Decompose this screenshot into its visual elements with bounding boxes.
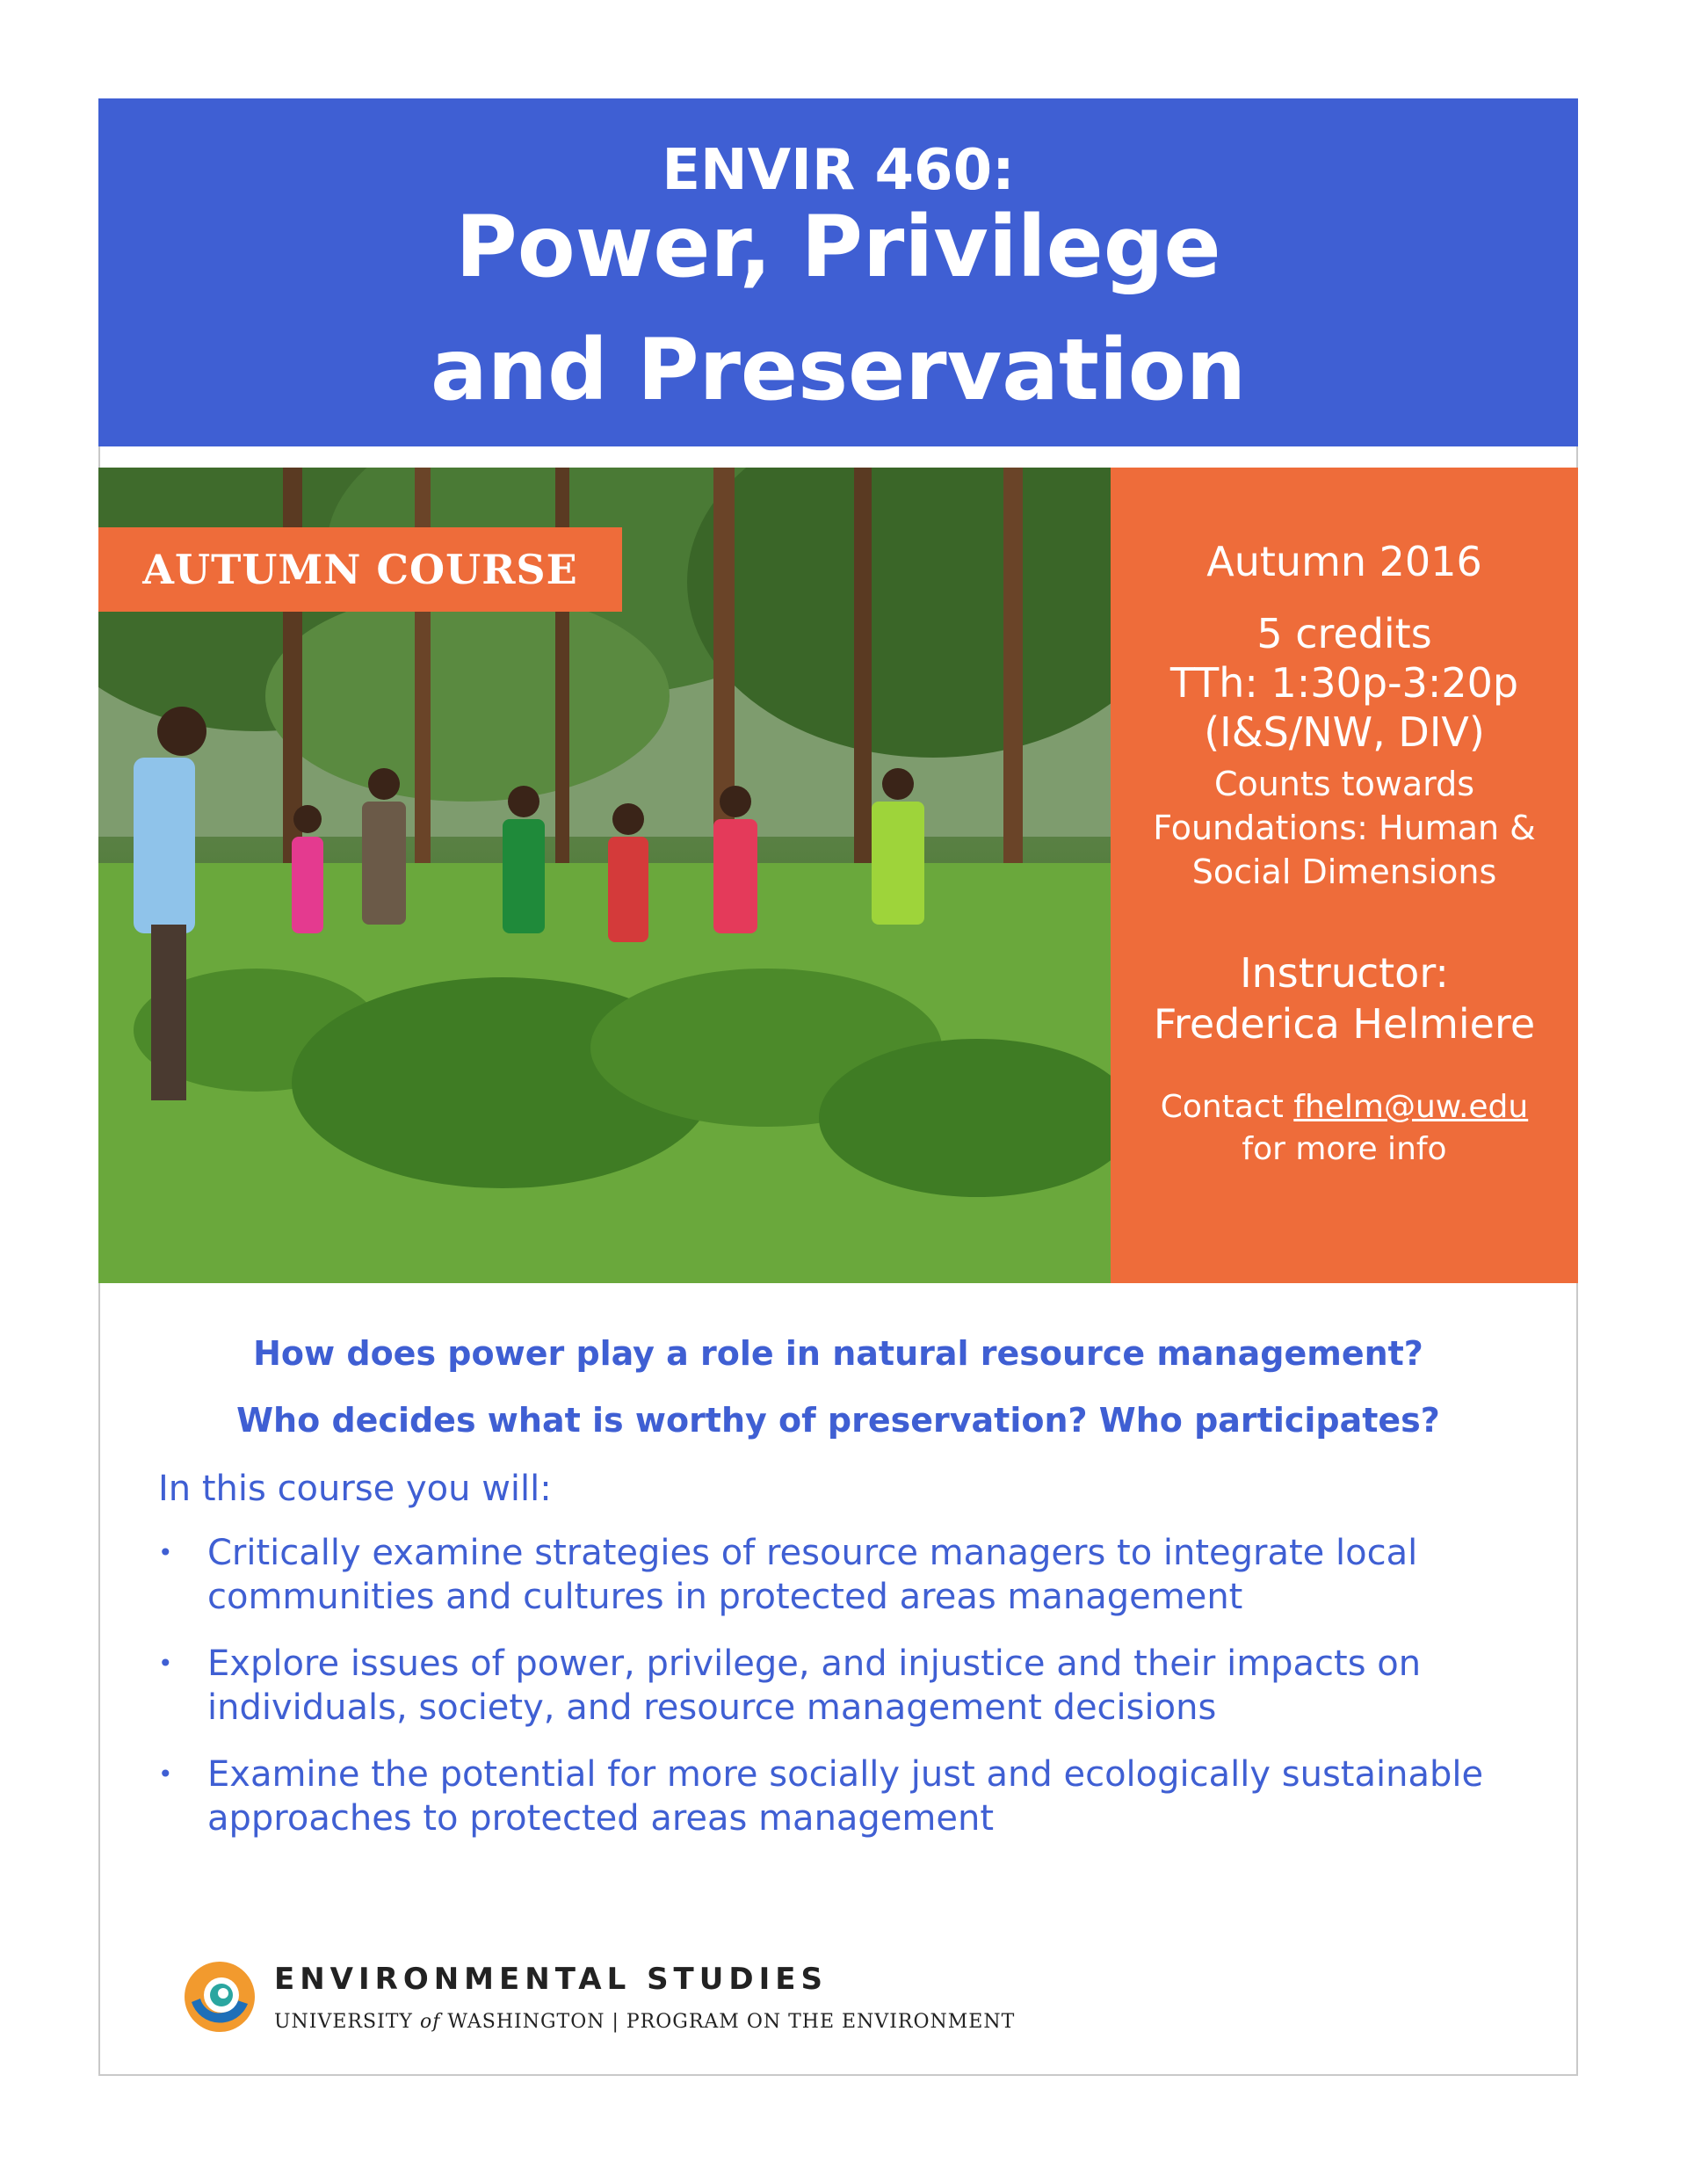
bullet-line: Explore issues of power, privilege, and injustice and their impacts on <box>207 1643 1422 1684</box>
contact-suffix: for more info <box>1242 1131 1447 1167</box>
contact-line <box>1111 1088 1578 1126</box>
question-1: How does power play a role in natural resource management? <box>253 1334 1423 1373</box>
course-title-line-1: Power, Privilege <box>455 198 1221 296</box>
bullet-icon: • <box>158 1538 173 1567</box>
schedule: TTh: 1:30p-3:20p <box>1169 659 1519 707</box>
footer-university: UNIVERSITY <box>274 2011 413 2033</box>
counts-towards-line-3: Social Dimensions <box>1191 853 1497 891</box>
instructor-name: Frederica Helmiere <box>1153 1000 1536 1048</box>
credits: 5 credits <box>1256 610 1432 657</box>
course-code: ENVIR 460: <box>662 138 1015 203</box>
bullet-line: Critically examine strategies of resource managers to integrate local <box>207 1533 1418 1573</box>
contact-prefix: Contact <box>1160 1089 1284 1125</box>
footer-of: of <box>419 2011 441 2033</box>
course-title-line-2: and Preservation <box>430 321 1247 419</box>
bullet-icon: • <box>158 1649 173 1678</box>
term: Autumn 2016 <box>1206 538 1482 585</box>
designations: (I&S/NW, DIV) <box>1204 708 1485 756</box>
bullet-line: approaches to protected areas management <box>207 1798 995 1839</box>
environmental-studies-logo-icon <box>183 1960 257 2034</box>
footer-title: ENVIRONMENTAL STUDIES <box>274 1962 828 1997</box>
bullet-line: Examine the potential for more socially just and ecologically sustainable <box>207 1754 1484 1795</box>
question-2: Who decides what is worthy of preservation? Who participates? <box>236 1401 1440 1440</box>
instructor-label: Instructor: <box>1240 949 1449 997</box>
course-details-panel <box>1111 468 1578 1283</box>
intro-text: In this course you will: <box>158 1469 552 1509</box>
footer-subtitle <box>274 2011 1015 2033</box>
counts-towards-line-2: Foundations: Human & <box>1153 809 1536 847</box>
bullet-line: individuals, society, and resource management decisions <box>207 1687 1217 1728</box>
counts-towards-line-1: Counts towards <box>1213 765 1475 803</box>
bullet-line: communities and cultures in protected areas management <box>207 1577 1243 1617</box>
bullet-icon: • <box>158 1760 173 1789</box>
footer-washington-program: WASHINGTON | PROGRAM ON THE ENVIRONMENT <box>447 2011 1016 2033</box>
contact-email-link[interactable]: fhelm@uw.edu <box>1293 1089 1529 1125</box>
autumn-course-badge: AUTUMN COURSE <box>98 527 622 612</box>
title-banner <box>98 98 1578 446</box>
